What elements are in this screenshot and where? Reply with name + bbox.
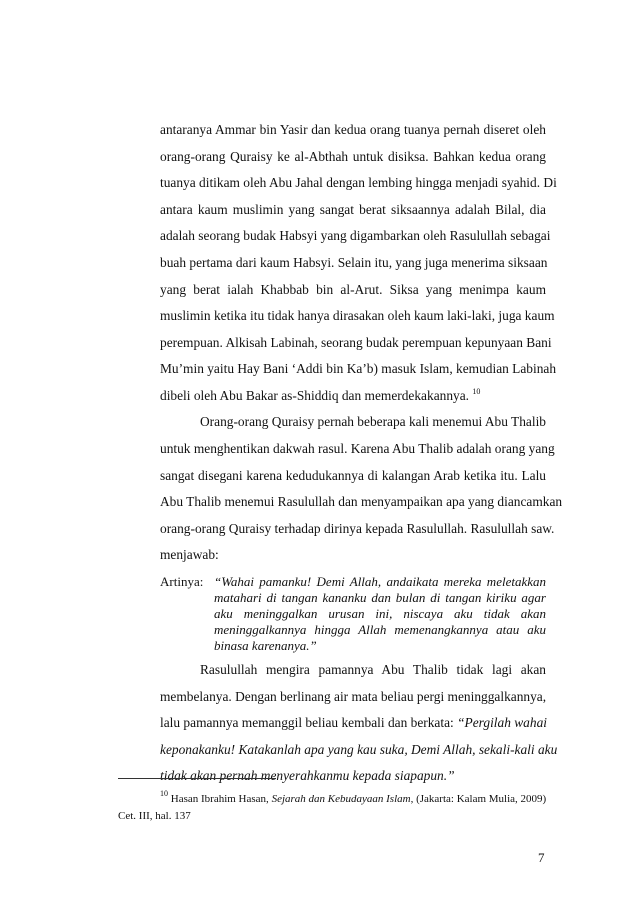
body-line: adalah seorang budak Habsyi yang digambarkan oleh Rasulullah sebagai <box>160 228 551 243</box>
quote-text: “Pergilah wahai <box>457 715 547 730</box>
body-line: Abu Thalib menemui Rasulullah dan menyampaikan apa yang diancamkan <box>160 494 563 509</box>
body-line-text: lalu pamannya memanggil beliau kembali dan berkata: <box>160 715 458 730</box>
quote-line: tidak akan pernah menyerahkanmu kepada siapapun.” <box>160 768 455 783</box>
footnote-publisher: (Jakarta: Kalam Mulia, 2009) <box>416 793 547 805</box>
artinya-label: Artinya: <box>160 574 204 589</box>
body-line: perempuan. Alkisah Labinah, seorang budak perempuan kepunyaan Bani <box>160 335 552 350</box>
body-line: Orang-orang Quraisy pernah beberapa kali menemui Abu Thalib <box>200 414 546 429</box>
body-line <box>160 388 546 404</box>
footnote-separator <box>118 778 276 779</box>
quote-line: matahari di tangan kananku dan bulan di tangan kiriku agar <box>214 590 546 605</box>
body-line-text: dibeli oleh Abu Bakar as-Shiddiq dan memerdekakannya. <box>160 388 470 403</box>
body-line: yang berat ialah Khabbab bin al-Arut. Siksa yang menimpa kaum <box>160 282 546 297</box>
footnote-number: 10 <box>160 789 168 798</box>
footnote-reference: 10 <box>472 387 481 396</box>
page-number: 7 <box>538 850 545 865</box>
quote-line: binasa karenanya.” <box>214 638 317 653</box>
quote-line: meninggalkannya hingga Allah memenangkannya atau aku <box>214 622 546 637</box>
body-line: buah pertama dari kaum Habsyi. Selain itu, yang juga menerima siksaan <box>160 255 548 270</box>
quote-line: aku meninggalkan urusan ini, niscaya aku tidak akan <box>214 606 546 621</box>
body-line: Mu’min yaitu Hay Bani ‘Addi bin Ka’b) masuk Islam, kemudian Labinah <box>160 361 557 376</box>
quote-line: keponakanku! Katakanlah apa yang kau suka, Demi Allah, sekali-kali aku <box>160 742 558 757</box>
body-line: orang-orang Quraisy terhadap dirinya kepada Rasulullah. Rasulullah saw. <box>160 521 555 536</box>
body-line: antara kaum muslimin yang sangat berat siksaannya adalah Bilal, dia <box>160 202 546 217</box>
footnote-author: Hasan Ibrahim Hasan, <box>170 793 269 805</box>
quote-line: “Wahai pamanku! Demi Allah, andaikata mereka meletakkan <box>214 574 546 589</box>
body-line: tuanya ditikam oleh Abu Jahal dengan lembing hingga menjadi syahid. Di <box>160 175 557 190</box>
body-line: muslimin ketika itu tidak hanya dirasakan oleh kaum laki-laki, juga kaum <box>160 308 555 323</box>
body-line: orang-orang Quraisy ke al-Abthah untuk disiksa. Bahkan kedua orang <box>160 149 546 164</box>
footnote-line <box>160 789 547 806</box>
footnote-title: Sejarah dan Kebudayaan Islam, <box>271 793 414 805</box>
body-line: antaranya Ammar bin Yasir dan kedua orang tuanya pernah diseret oleh <box>160 122 546 137</box>
body-line: menjawab: <box>160 547 219 562</box>
body-line: membelanya. Dengan berlinang air mata beliau pergi meninggalkannya, <box>160 689 547 704</box>
body-line: untuk menghentikan dakwah rasul. Karena Abu Thalib adalah orang yang <box>160 441 555 456</box>
body-line: sangat disegani karena kedudukannya di kalangan Arab ketika itu. Lalu <box>160 468 546 483</box>
footnote-line: Cet. III, hal. 137 <box>118 810 191 822</box>
body-line <box>160 715 546 731</box>
body-line: Rasulullah mengira pamannya Abu Thalib tidak lagi akan <box>200 662 546 677</box>
